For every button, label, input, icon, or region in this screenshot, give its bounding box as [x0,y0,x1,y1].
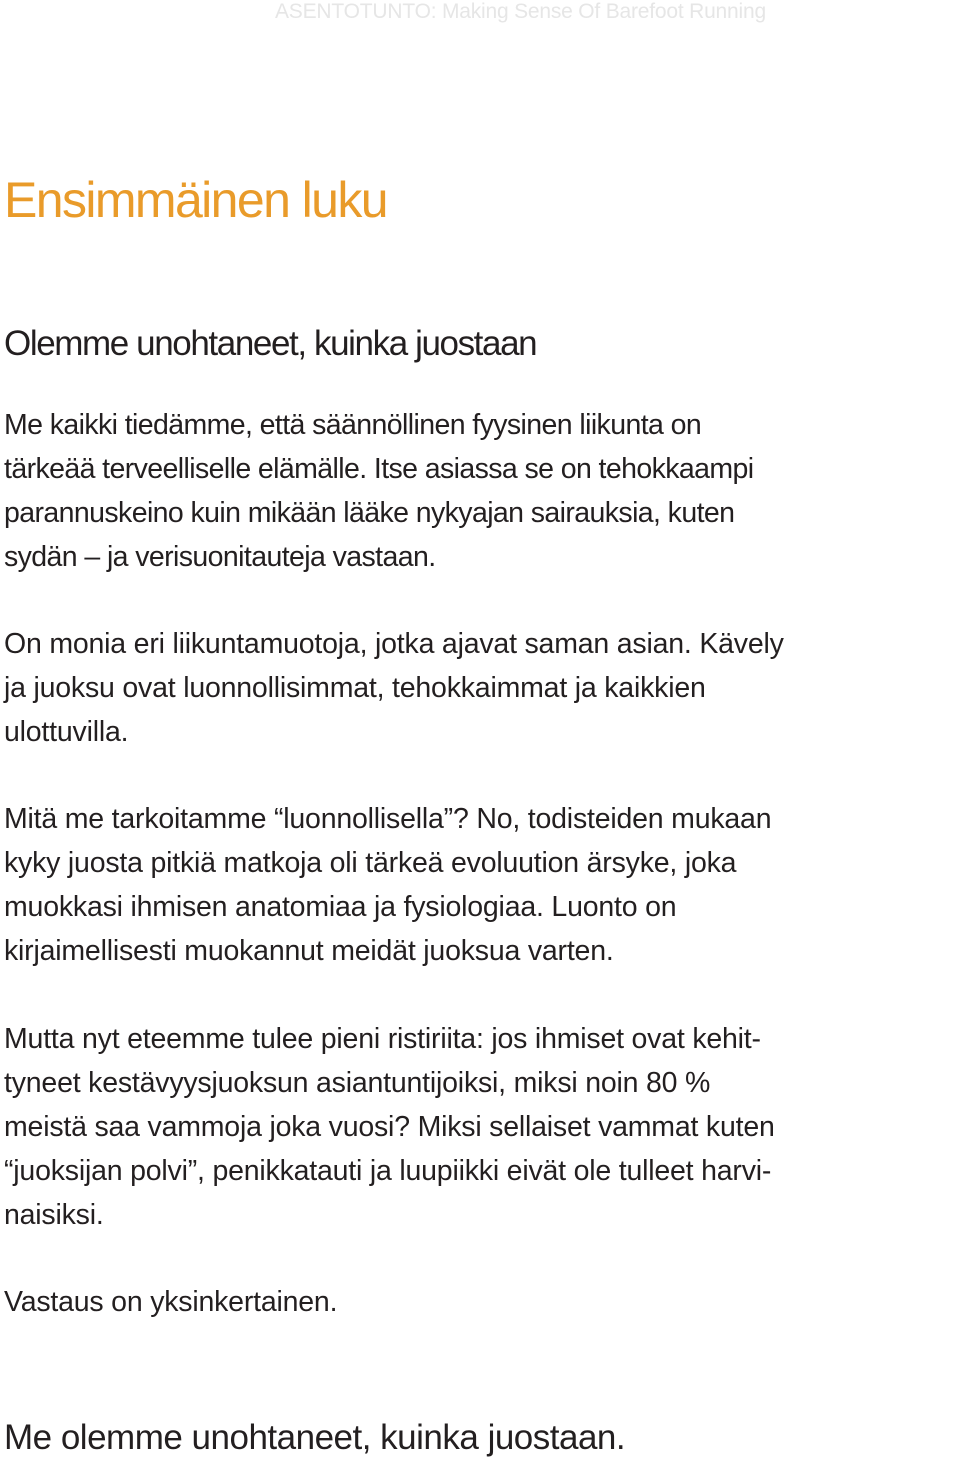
text-line: meistä saa vammoja joka vuosi? Miksi sellaiset vammat kuten [4,1111,775,1143]
paragraph-natural-running [4,797,954,973]
text-line: Me kaikki tiedämme, että säännöllinen fyysinen liikunta on [4,409,702,441]
paragraph-answer [4,1280,954,1324]
text-line: muokkasi ihmisen anatomiaa ja fysiologiaa. Luonto on [4,891,677,923]
text-line: On monia eri liikuntamuotoja, jotka ajavat saman asian. Kävely [4,628,784,660]
text-line: kirjaimellisesti muokannut meidät juoksua varten. [4,935,614,967]
text-line: tyneet kestävyysjuoksun asiantuntijoiksi, miksi noin 80 % [4,1067,711,1099]
text-line: ulottuvilla. [4,716,129,748]
paragraph-contradiction [4,1017,954,1237]
text-line: parannuskeino kuin mikään lääke nykyajan sairauksia, kuten [4,497,735,529]
text-line: ja juoksu ovat luonnollisimmat, tehokkaimmat ja kaikkien [4,672,706,704]
section-heading: Olemme unohtaneet, kuinka juostaan [4,324,537,363]
running-header: ASENTOTUNTO: Making Sense Of Barefoot Running [275,0,766,23]
text-line: Mutta nyt eteemme tulee pieni ristiriita: jos ihmiset ovat kehit- [4,1023,761,1055]
text-line: Vastaus on yksinkertainen. [4,1286,338,1318]
text-line: sydän – ja verisuonitauteja vastaan. [4,541,436,573]
paragraph-intro [4,403,954,579]
text-line: tärkeää terveelliselle elämälle. Itse asiassa se on tehokkaampi [4,453,754,485]
closing-statement: Me olemme unohtaneet, kuinka juostaan. [4,1418,626,1457]
text-line: Mitä me tarkoitamme “luonnollisella”? No, todisteiden mukaan [4,803,772,835]
paragraph-exercise-forms [4,622,954,754]
text-line: kyky juosta pitkiä matkoja oli tärkeä evoluution ärsyke, joka [4,847,737,879]
chapter-title: Ensimmäinen luku [4,172,387,228]
text-line: naisiksi. [4,1199,104,1231]
text-line: “juoksijan polvi”, penikkatauti ja luupiikki eivät ole tulleet harvi- [4,1155,772,1187]
